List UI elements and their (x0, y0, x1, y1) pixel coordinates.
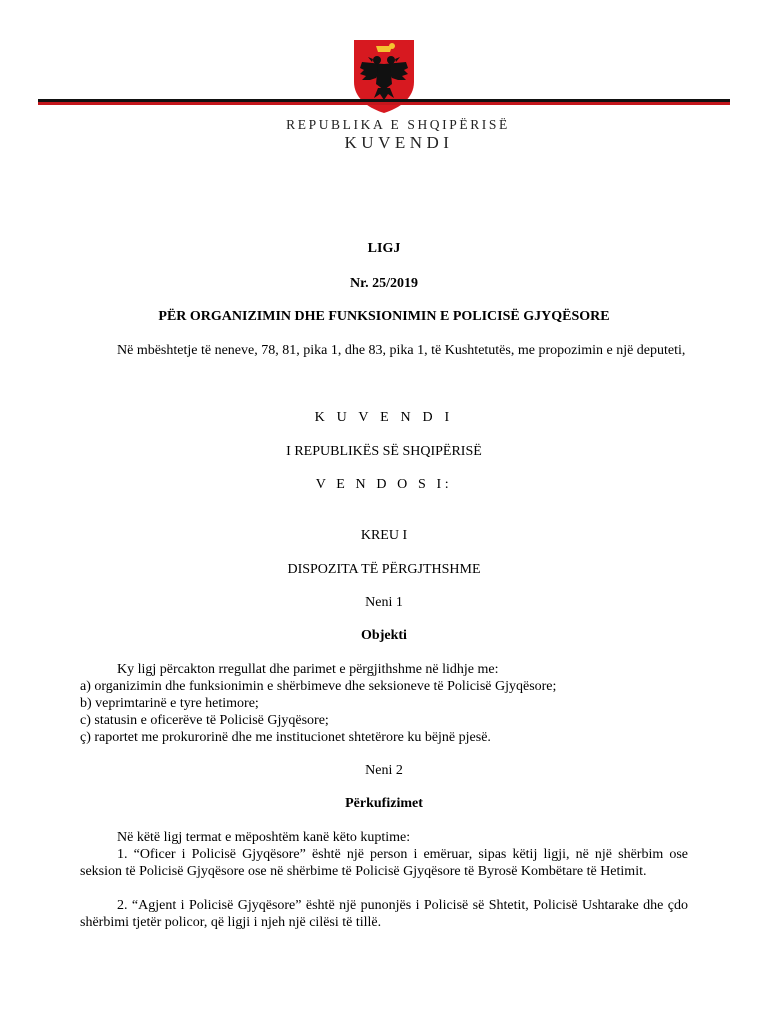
article-2-item-1: 1. “Oficer i Policisë Gjyqësore” është një person i emëruar, sipas këtij ligji, në një shërbim ose seksion të Policisë Gjyqësore ose në shërbime të Policisë Gjyqësore të Byrosë Kombëtare të Hetimit. (80, 847, 688, 879)
article-1-title: Objekti (361, 628, 407, 643)
article-2-item-2: 2. “Agjent i Policisë Gjyqësore” është një punonjës i Policisë së Shtetit, Policisë Ushtarake dhe çdo shërbimi tjetër policor, që ligji i njeh një cilësi të tillë. (80, 898, 688, 930)
article-1-line: a) organizimin dhe funksionimin e shërbimeve dhe seksioneve të Policisë Gjyqësore; (80, 679, 557, 694)
chapter-heading: KREU I (360, 528, 408, 543)
preamble: Në mbështetje të neneve, 78, 81, pika 1, dhe 83, pika 1, të Kushtetutës, me propozimin e një deputeti, (117, 343, 686, 358)
header-institution: KUVENDI (344, 133, 454, 152)
header-republic: REPUBLIKA E SHQIPËRISË (286, 117, 510, 132)
header-rule-red (38, 102, 730, 105)
article-2-intro: Në këtë ligj termat e mëposhtëm kanë këto kuptime: (117, 830, 411, 845)
document-number: Nr. 25/2019 (350, 276, 418, 291)
vendosi-heading: V E N D O S I: (315, 477, 453, 492)
document-title: PËR ORGANIZIMIN DHE FUNKSIONIMIN E POLICISË GJYQËSORE (158, 309, 610, 324)
document-type: LIGJ (367, 241, 401, 256)
article-1-line: ç) raportet me prokurorinë dhe me institucionet shtetërore ku bëjnë pjesë. (80, 730, 491, 745)
article-1-number: Neni 1 (365, 595, 403, 610)
chapter-title: DISPOZITA TË PËRGJTHSHME (287, 562, 481, 577)
article-1-line: c) statusin e oficerëve të Policisë Gjyqësore; (80, 713, 329, 728)
republic-line: I REPUBLIKËS SË SHQIPËRISË (286, 444, 482, 459)
article-1-line: Ky ligj përcakton rregullat dhe parimet e përgjithshme në lidhje me: (117, 662, 499, 677)
article-1-line: b) veprimtarinë e tyre hetimore; (80, 696, 259, 711)
article-2-title: Përkufizimet (345, 796, 423, 811)
kuvendi-heading: K U V E N D I (314, 410, 454, 425)
article-2-number: Neni 2 (365, 763, 403, 778)
article-1-body (80, 661, 688, 746)
